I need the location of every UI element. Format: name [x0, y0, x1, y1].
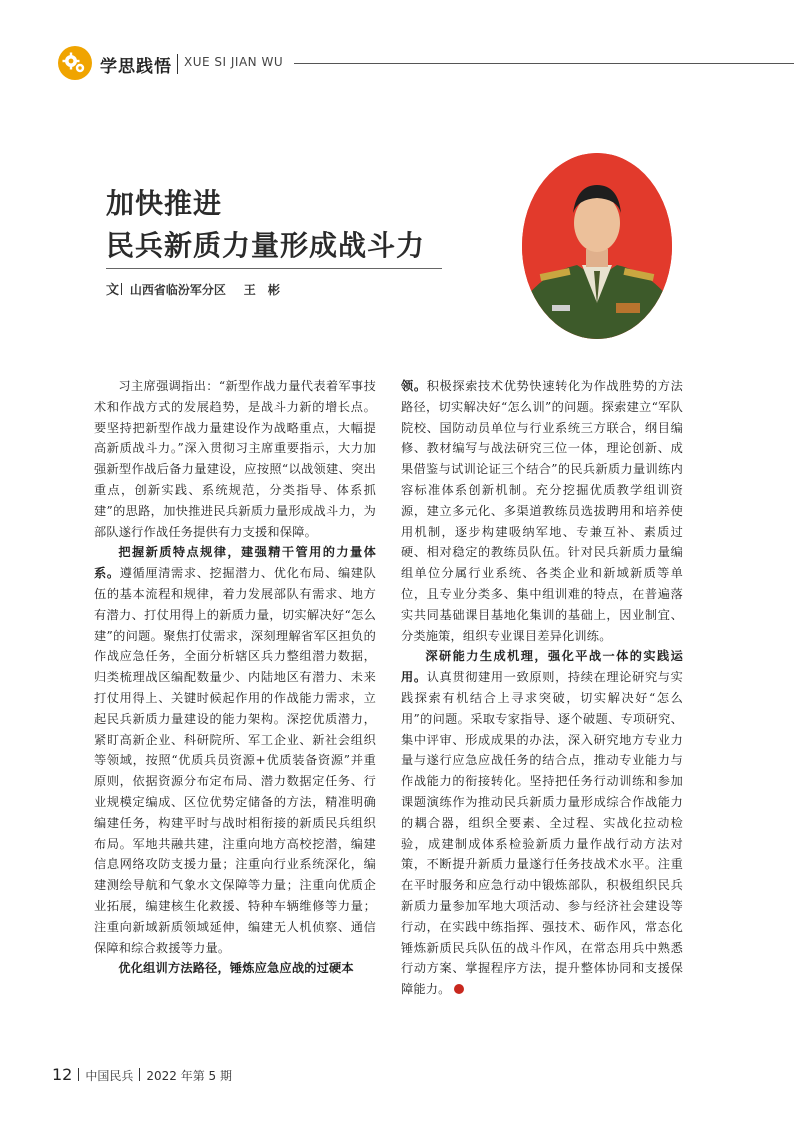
section-title: 学思践悟 [100, 57, 172, 77]
header-rule [294, 63, 794, 64]
paragraph-text: 遵循厘清需求、挖掘潜力、优化布局、编建队伍的基本流程和规律，着力发展部队有需求、地方有潜力、打仗用得上的新质力量，切实解决好“怎么建”的问题。聚焦打仗需求，深刻理解省军区担负的作战应急任务，全面分析辖区兵力整组潜力数据，归类梳理战区编配数量少、内陆地区有潜力、未来打仗用得上、关键时候起作用的作战能力需求，立起民兵新质力量建设的能力架构。深挖优质潜力，紧盯高新企业、科研院所、军工企业、新社会组织等领域，按照“优质兵员资源+优质装备资源”并重原则，依据资源分布定布局、潜力数据定任务、行业规模定编成、区位优势定储备的方法，精准明确编建任务，构建平时与战时相衔接的新质民兵组织布局。军地共融共建，注重向地方高校挖潜，编建信息网络攻防支援力量；注重向行业系统深化，编建测绘导航和气象水文保障等力量；注重向优质企业拓展，编建核生化救援、特种车辆维修等力量；注重向新域新质领域延伸，编建无人机侦察、通信保障和综合救援等力量。 [94, 566, 377, 955]
page-footer [52, 1065, 232, 1084]
article-title [106, 183, 425, 267]
magazine-name: 中国民兵 [85, 1069, 134, 1083]
paragraph [401, 376, 683, 646]
footer-divider [139, 1068, 140, 1081]
gear-icon [58, 46, 92, 80]
paragraph-heading: 领。 [401, 379, 427, 393]
page-number: 12 [52, 1065, 73, 1084]
paragraph-text: 积极探索技术优势快速转化为作战胜势的方法路径，切实解决好“怎么训”的问题。探索建立“军队院校、国防动员单位与行业系统三方联合，纲目编修、教材编写与战法研究三位一体，理论创新、成果借鉴与试训论证三个结合”的民兵新质力量训练内容标准体系创新机制。充分挖掘优质教学组训资源，建立多元化、多渠道教练员选拔聘用和培养使用机制，逐步构建吸纳军地、专兼互补、素质过硬、相对稳定的教练员队伍。针对民兵新质力量编组单位分属行业系统、各类企业和新域新质等单位，且专业分类多、集中组训难的特点，在普遍落实共同基础课目基地化集训的基础上，因业制宜、分类施策，组织专业课目差异化训练。 [401, 379, 684, 643]
paragraph [94, 958, 376, 979]
paragraph [401, 646, 683, 1000]
title-line-2: 民兵新质力量形成战斗力 [106, 229, 426, 262]
column-left [94, 376, 376, 979]
footer-divider [78, 1068, 79, 1081]
paragraph [94, 542, 376, 958]
byline [106, 279, 284, 298]
end-mark-icon [454, 984, 464, 994]
byline-org: 山西省临汾军分区 [129, 283, 226, 297]
column-right [401, 376, 683, 1000]
title-line-1: 加快推进 [106, 187, 223, 220]
section-divider [177, 54, 178, 74]
byline-author: 王 彬 [243, 283, 284, 297]
section-subtitle: XUE SI JIAN WU [184, 55, 284, 69]
paragraph: 习主席强调指出：“新型作战力量代表着军事技术和作战方式的发展趋势，是战斗力新的增长点。要坚持把新型作战力量建设作为战略重点，大幅提高新质战斗力。”深入贯彻习主席重要指示，大力加强新型作战后备力量建设，应按照“以战领建、突出重点，创新实践、系统规范，分类指导、体系抓建”的思路，加快推进民兵新质力量形成战斗力，为部队遂行作战任务提供有力支援和保障。 [94, 379, 376, 539]
byline-divider [121, 283, 122, 295]
paragraph-heading: 优化组训方法路径，锤炼应急应战的过硬本 [118, 961, 354, 976]
issue-label: 2022 年第 5 期 [146, 1069, 232, 1083]
paragraph-heading: 把握新质特点规律，建强精干管用的力量体系。 [94, 545, 376, 581]
paragraph-text: 认真贯彻建用一致原则，持续在理论研究与实践探索有机结合上寻求突破，切实解决好“怎么用”的问题。采取专家指导、逐个破题、专项研究、集中评审、形成成果的办法，深入研究地方专业力量与遂行应急应战任务的结合点，推动专业能力与作战能力的衔接转化。坚持把任务行动训练和参加课题演练作为推动民兵新质力量形成综合作战能力的耦合器，组织全要素、全过程、实战化拉动检验，成建制成体系检验新质力量作战行动方法对策，不断提升新质力量遂行任务技战术水平。注重在平时服务和应急行动中锻炼部队，积极组织民兵新质力量参加军地大项活动、参与经济社会建设等行动，在实践中练指挥、强技术、砺作风，常态化锤炼新质民兵队伍的战斗作风，在常态用兵中熟悉行动方案、掌握程序方法，提升整体协同和支援保障能力。 [401, 670, 684, 997]
byline-wen: 文 [106, 283, 120, 298]
author-portrait [522, 153, 672, 339]
paragraph-heading: 深研能力生成机理，强化平战一体的实践运用。 [401, 649, 683, 685]
section-header [58, 44, 794, 84]
title-rule [106, 268, 442, 269]
